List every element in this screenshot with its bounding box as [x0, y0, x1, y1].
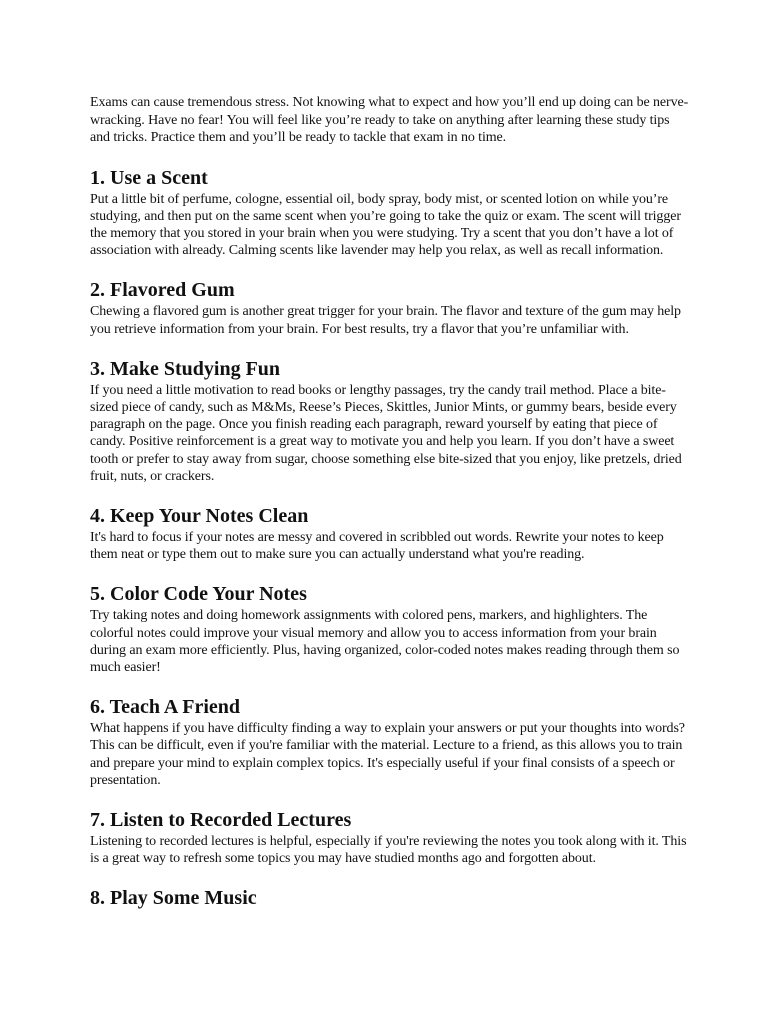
section-body: Put a little bit of perfume, cologne, essential oil, body spray, body mist, or scented lotion on while you’re studying, and then put on the same scent when you’re going to take the quiz or exam. The scent will trigger the memory that you stored in your brain when you were studying. Try a scent that you don’t have a lot of association with already. Calming scents like lavender may help you relax, as well as recall information.	[90, 191, 681, 259]
section-use-a-scent	[90, 166, 690, 260]
section-body: Chewing a flavored gum is another great trigger for your brain. The flavor and texture of the gum may help you retrieve information from your brain. For best results, try a flavor that you’re unfamiliar with.	[90, 304, 681, 337]
section-heading: 7. Listen to Recorded Lectures	[90, 808, 352, 831]
section-heading: 3. Make Studying Fun	[90, 357, 281, 380]
section-body: It's hard to focus if your notes are messy and covered in scribbled out words. Rewrite your notes to keep them neat or type them out to make sure you can actually understand what you're reading.	[90, 529, 664, 563]
section-body: Listening to recorded lectures is helpful, especially if you're reviewing the notes you took along with it. This is a great way to refresh some topics you may have studied months ago and forgotten about.	[90, 833, 687, 867]
section-teach-a-friend	[90, 695, 690, 789]
section-heading: 2. Flavored Gum	[90, 279, 235, 302]
section-recorded-lectures	[90, 808, 690, 867]
section-make-studying-fun	[90, 357, 690, 485]
section-heading: 4. Keep Your Notes Clean	[90, 504, 309, 527]
section-heading: 8. Play Some Music	[90, 887, 257, 910]
document-page	[90, 94, 690, 929]
section-flavored-gum	[90, 278, 690, 337]
section-heading: 5. Color Code Your Notes	[90, 583, 307, 606]
section-heading: 6. Teach A Friend	[90, 696, 241, 719]
section-body: If you need a little motivation to read books or lengthy passages, try the candy trail method. Place a bite-sized piece of candy, such as M&Ms, Reese’s Pieces, Skittles, Junior Mints, or gummy bears, beside every paragraph on the page. Once you finish reading each paragraph, reward yourself by eating that piece of candy. Positive reinforcement is a great way to motivate you and help you learn. If you don’t have a sweet tooth or prefer to stay away from sugar, choose something else bite-sized that you enjoy, like pretzels, dried fruit, nuts, or crackers.	[90, 382, 682, 484]
section-heading: 1. Use a Scent	[90, 166, 208, 189]
section-color-code-notes	[90, 582, 690, 676]
section-body: What happens if you have difficulty finding a way to explain your answers or put your thoughts into words? This can be difficult, even if you're familiar with the material. Lecture to a friend, as this allows you to train and prepare your mind to explain complex topics. It's especially useful if your final consists of a speech or presentation.	[90, 721, 685, 788]
section-play-some-music	[90, 886, 690, 910]
section-body: Try taking notes and doing homework assignments with colored pens, markers, and highlighters. The colorful notes could improve your visual memory and allow you to access information from your brain during an exam more efficiently. Plus, having organized, color-coded notes makes reading through them so much easier!	[90, 608, 680, 675]
section-keep-notes-clean	[90, 504, 690, 563]
intro-paragraph: Exams can cause tremendous stress. Not knowing what to expect and how you’ll end up doing can be nerve-wracking. Have no fear! You will feel like you’re ready to take on anything after learning these study tips and tricks. Practice them and you’ll be ready to tackle that exam in no time.	[90, 95, 689, 145]
